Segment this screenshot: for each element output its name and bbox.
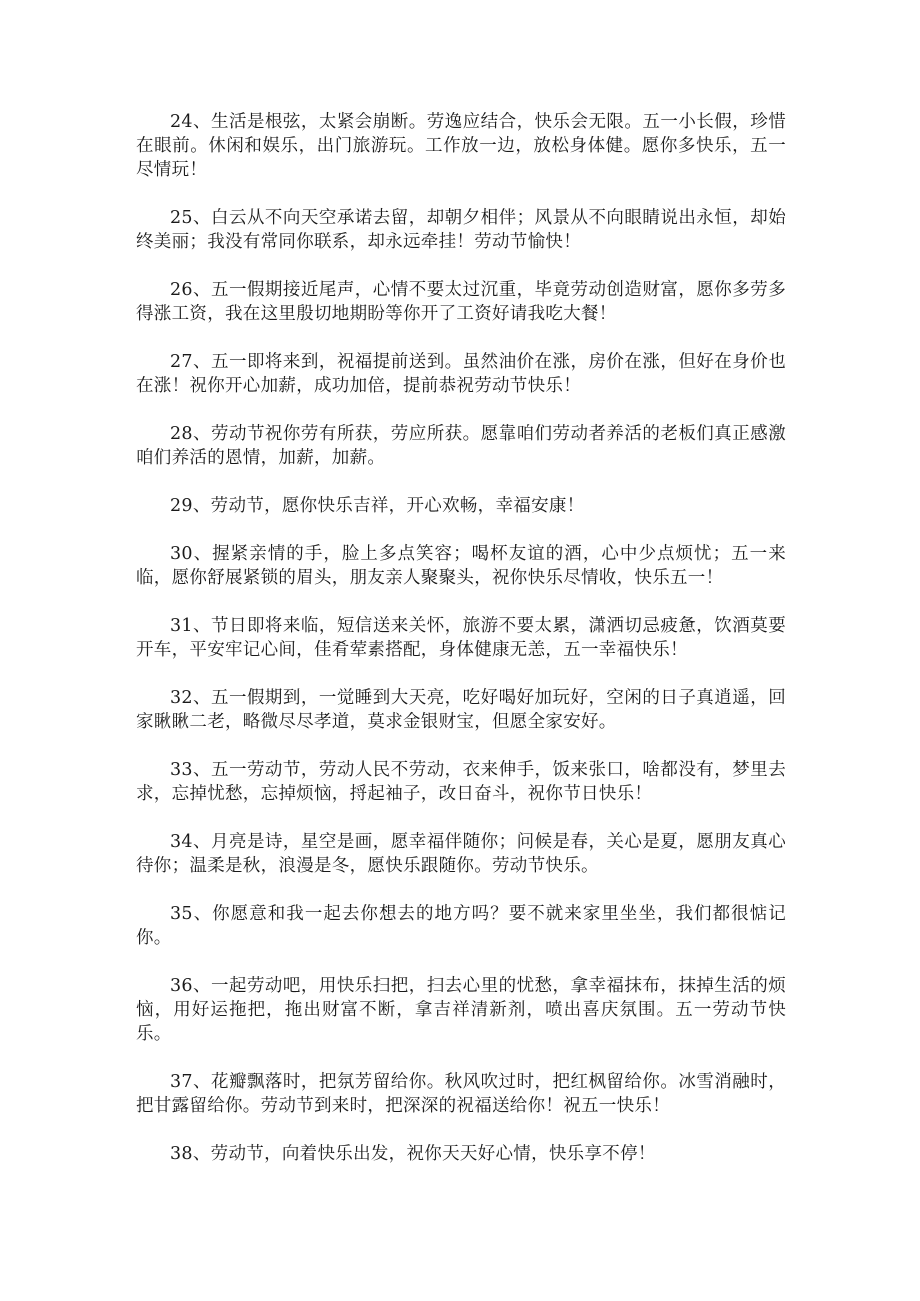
greeting-entry-24: 24、生活是根弦，太紧会崩断。劳逸应结合，快乐会无限。五一小长假，珍惜在眼前。休闲和娱乐，出门旅游玩。工作放一边，放松身体健。愿你多快乐，五一尽情玩！ xyxy=(136,112,786,180)
greeting-entry-28: 28、劳动节祝你劳有所获，劳应所获。愿靠咱们劳动者养活的老板们真正感激咱们养活的恩情，加薪，加薪。 xyxy=(136,424,786,468)
greeting-entry-37: 37、花瓣飘落时，把氛芳留给你。秋风吹过时，把红枫留给你。冰雪消融时，把甘露留给你。劳动节到来时，把深深的祝福送给你！祝五一快乐！ xyxy=(136,1072,786,1116)
greeting-entry-33: 33、五一劳动节，劳动人民不劳动，衣来伸手，饭来张口，啥都没有，梦里去求，忘掉忧愁，忘掉烦恼，捋起袖子，改日奋斗，祝你节日快乐！ xyxy=(136,760,786,804)
greeting-entry-38: 38、劳动节，向着快乐出发，祝你天天好心情，快乐享不停！ xyxy=(170,1144,656,1164)
greeting-entry-30: 30、握紧亲情的手，脸上多点笑容；喝杯友谊的酒，心中少点烦忧；五一来临，愿你舒展紧锁的眉头，朋友亲人聚聚头，祝你快乐尽情收，快乐五一！ xyxy=(136,544,786,588)
greeting-entry-27: 27、五一即将来到，祝福提前送到。虽然油价在涨，房价在涨，但好在身价也在涨！祝你开心加薪，成功加倍，提前恭祝劳动节快乐！ xyxy=(136,352,786,396)
greeting-entry-29: 29、劳动节，愿你快乐吉祥，开心欢畅，幸福安康！ xyxy=(170,496,585,516)
document-body xyxy=(136,110,786,1190)
greeting-entry-31: 31、节日即将来临，短信送来关怀，旅游不要太累，潇洒切忌疲惫，饮酒莫要开车，平安牢记心间，佳肴荤素搭配，身体健康无恙，五一幸福快乐！ xyxy=(136,616,786,660)
greeting-entry-25: 25、白云从不向天空承诺去留，却朝夕相伴；风景从不向眼睛说出永恒，却始终美丽；我没有常同你联系，却永远牵挂！劳动节愉快！ xyxy=(136,208,786,252)
greeting-entry-36: 36、一起劳动吧，用快乐扫把，扫去心里的忧愁，拿幸福抹布，抹掉生活的烦恼，用好运拖把，拖出财富不断，拿吉祥清新剂，喷出喜庆氛围。五一劳动节快乐。 xyxy=(136,976,786,1044)
greeting-entry-32: 32、五一假期到，一觉睡到大天亮，吃好喝好加玩好，空闲的日子真逍遥，回家瞅瞅二老，略微尽尽孝道，莫求金银财宝，但愿全家安好。 xyxy=(136,688,786,732)
greeting-entry-35: 35、你愿意和我一起去你想去的地方吗？要不就来家里坐坐，我们都很惦记你。 xyxy=(136,904,786,948)
greeting-entry-26: 26、五一假期接近尾声，心情不要太过沉重，毕竟劳动创造财富，愿你多劳多得涨工资，我在这里殷切地期盼等你开了工资好请我吃大餐！ xyxy=(136,280,786,324)
greeting-entry-34: 34、月亮是诗，星空是画，愿幸福伴随你；问候是春，关心是夏，愿朋友真心待你；温柔是秋，浪漫是冬，愿快乐跟随你。劳动节快乐。 xyxy=(136,832,786,876)
